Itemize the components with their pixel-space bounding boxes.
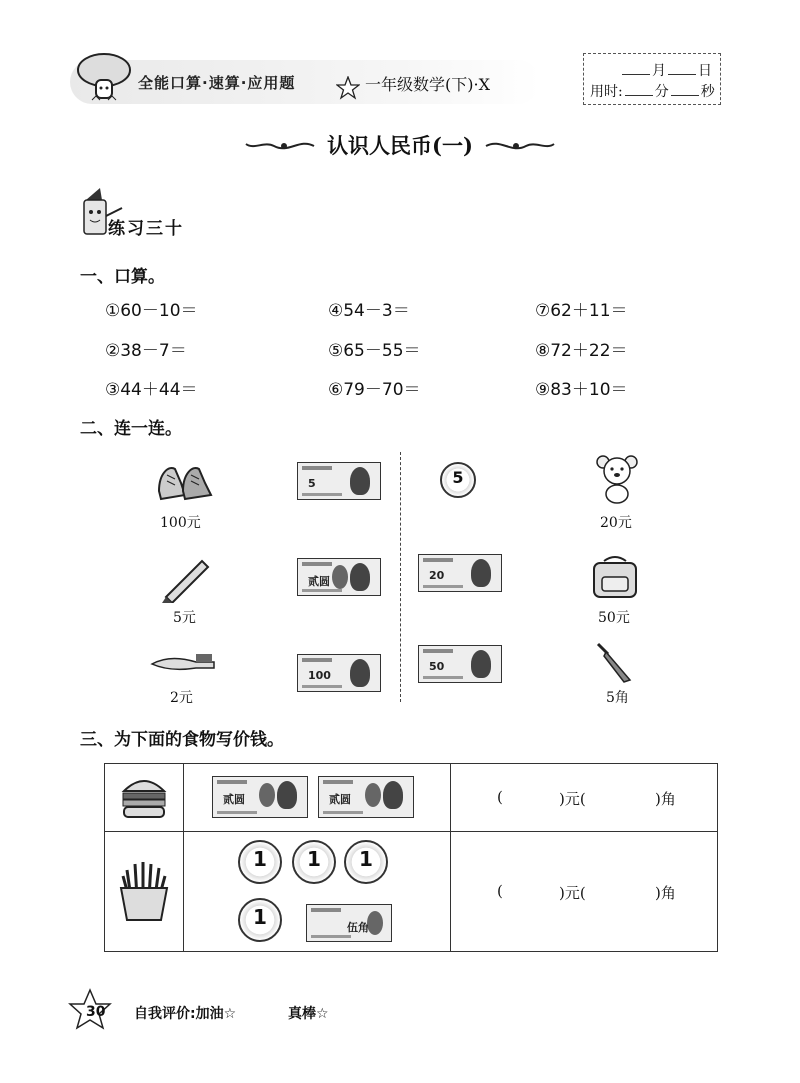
shoes-icon (155, 455, 215, 505)
note-denomination: 贰圆 (223, 793, 245, 806)
section-1-heading: 一、口算。 (80, 267, 165, 287)
book-title: 一年级数学(下)·X (365, 75, 490, 94)
coin-5-jiao: 5 (440, 462, 476, 498)
problem-7: ⑦62＋11＝ (535, 301, 628, 321)
problem-5: ⑤65－55＝ (328, 341, 421, 361)
table-row (105, 832, 718, 952)
minute-label: 分 (654, 84, 669, 100)
note-denomination: 50 (429, 660, 445, 673)
price-50-yuan: 50元 (598, 610, 630, 626)
note-denomination: 贰圆 (329, 793, 351, 806)
self-evaluation-label: 自我评价:加油☆ (134, 1006, 237, 1022)
answer-cell-2: ( )元( )角 (451, 832, 718, 952)
price-20-yuan: 20元 (600, 515, 632, 531)
coin-1-yuan: 1 (238, 898, 282, 942)
banknote-2-yuan (297, 558, 381, 596)
note-denomination: 伍角 (347, 921, 369, 934)
day-label: 日 (698, 63, 712, 79)
date-time-box (583, 53, 721, 105)
french-fries-icon (115, 858, 173, 922)
backpack-icon (590, 553, 640, 601)
note-denomination: 5 (308, 477, 316, 490)
mushroom-mascot-icon (72, 50, 136, 106)
month-label: 月 (652, 63, 666, 79)
toothbrush-icon (150, 650, 216, 676)
problem-3: ③44＋44＝ (105, 380, 198, 400)
great-label: 真棒☆ (288, 1006, 329, 1022)
problem-6: ⑥79－70＝ (328, 380, 421, 400)
coin-1-yuan: 1 (238, 840, 282, 884)
note-denomination: 100 (308, 669, 331, 682)
pen-icon (158, 553, 214, 603)
right-ornament-icon (484, 136, 556, 156)
banknote-2-yuan (318, 776, 414, 818)
problem-4: ④54－3＝ (328, 301, 410, 321)
price-5-yuan: 5元 (173, 610, 196, 626)
hamburger-icon (120, 771, 168, 821)
problem-2: ②38－7＝ (105, 341, 187, 361)
banknote-100-yuan (297, 654, 381, 692)
teddy-bear-icon (595, 454, 639, 504)
banknote-5-jiao (306, 904, 392, 942)
coin-1-yuan: 1 (292, 840, 336, 884)
pencil-sharpener-knife-icon (594, 640, 634, 684)
price-2-yuan: 2元 (170, 690, 193, 706)
section-2-heading: 二、连一连。 (80, 419, 182, 439)
page-number: 30 (86, 1004, 106, 1020)
note-denomination: 20 (429, 569, 445, 582)
coin-1-yuan: 1 (344, 840, 388, 884)
problem-9: ⑨83＋10＝ (535, 380, 628, 400)
answer-cell-1: ( )元( )角 (451, 764, 718, 832)
food-price-table (104, 763, 718, 952)
time-label: 用时: (590, 84, 623, 100)
banknote-20-yuan (418, 554, 502, 592)
page-title: 认识人民币(一) (327, 133, 473, 158)
exercise-title: 练习三十 (108, 219, 184, 239)
price-100-yuan: 100元 (160, 515, 201, 531)
note-denomination: 贰圆 (308, 575, 330, 588)
banknote-50-yuan (418, 645, 502, 683)
banknote-2-yuan (212, 776, 308, 818)
price-5-jiao: 5角 (606, 690, 629, 706)
banknote-5-yuan (297, 462, 381, 500)
problem-1: ①60－10＝ (105, 301, 198, 321)
section-3-heading: 三、为下面的食物写价钱。 (80, 730, 284, 750)
table-row (105, 764, 718, 832)
dashed-divider (400, 452, 401, 702)
second-label: 秒 (700, 84, 715, 100)
star-icon (336, 76, 360, 100)
series-title: 全能口算·速算·应用题 (138, 74, 296, 92)
problem-8: ⑧72＋22＝ (535, 341, 628, 361)
